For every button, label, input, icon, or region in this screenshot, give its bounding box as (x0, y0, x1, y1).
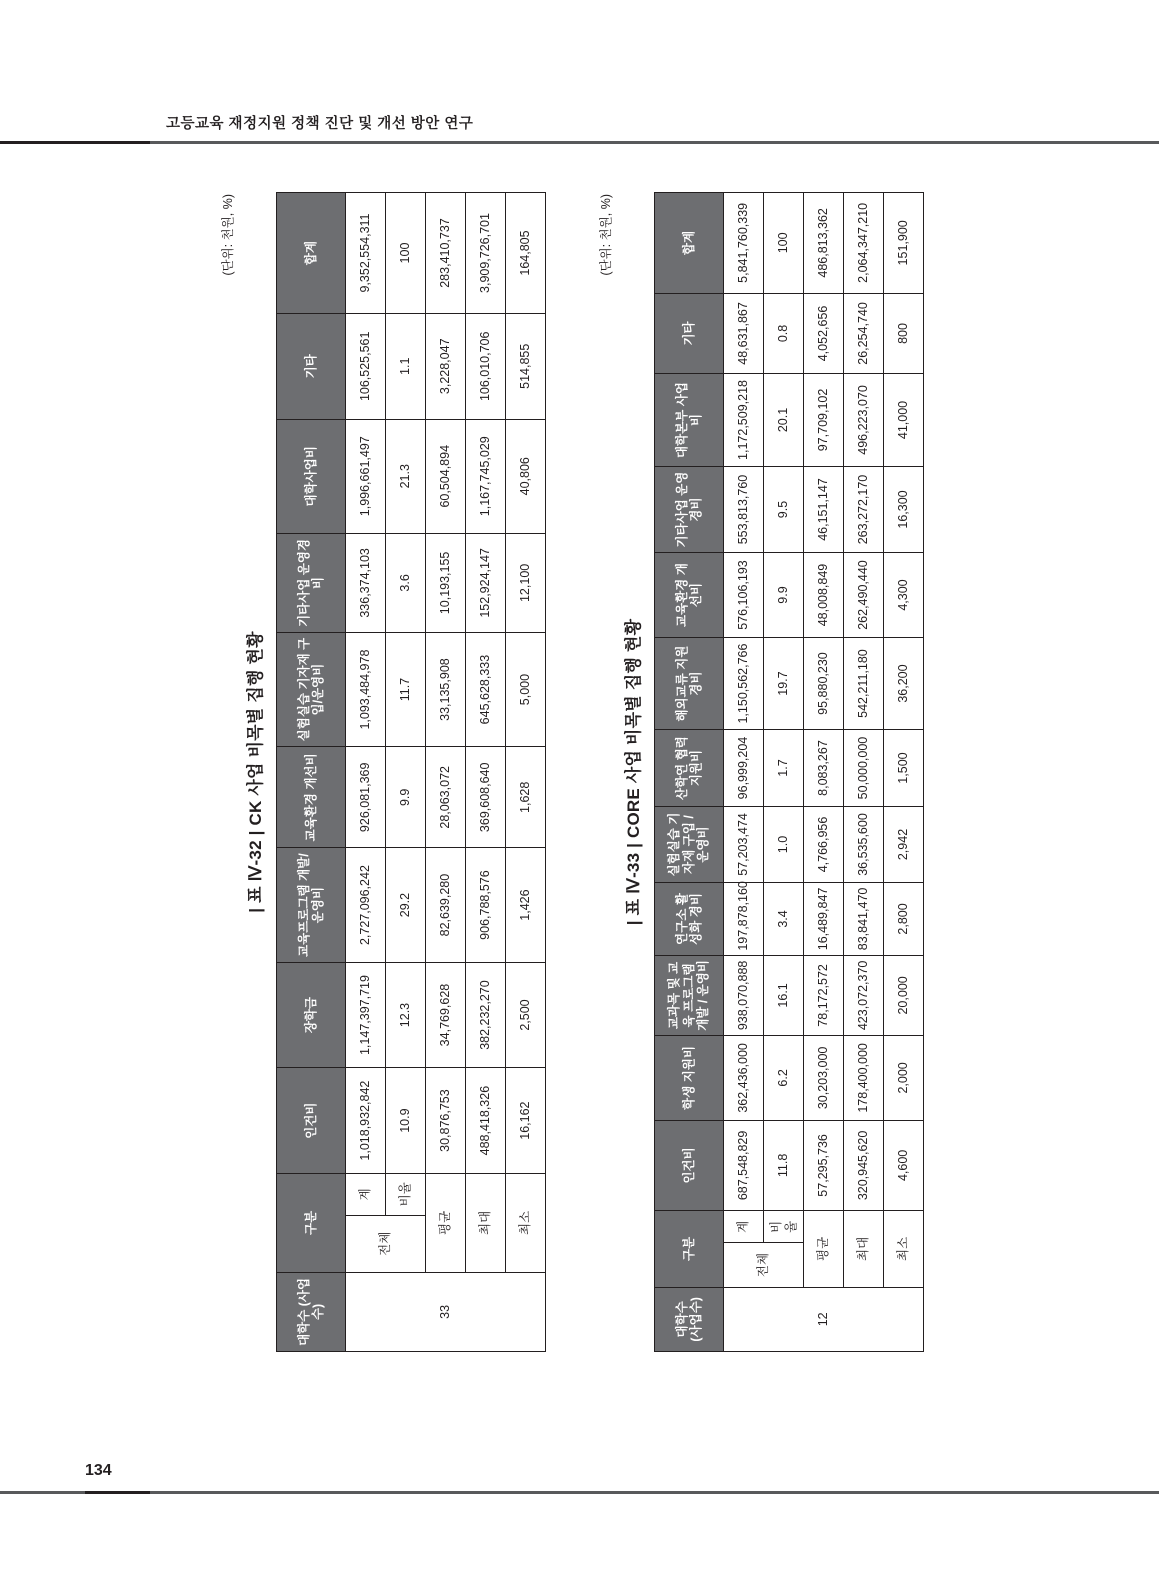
cell-value: 5,841,760,339 (724, 193, 764, 294)
th-univ-count: 대학수 (사업수) (277, 1272, 346, 1351)
cell-value: 100 (386, 193, 426, 314)
table-caption-ck: | 표 Ⅳ-32 | CK 사업 비목별 집행 현황 (246, 631, 265, 913)
cell-value: 41,000 (884, 374, 924, 467)
th-other-ops: 기타사업 운영경비 (277, 533, 346, 632)
cell-sub-sum: 계 (346, 1173, 386, 1215)
cell-value: 645,628,333 (466, 632, 506, 746)
cell-value: 21.3 (386, 419, 426, 533)
th-edu-env: 교육환경 개선비 (655, 553, 724, 638)
cell-value: 19.7 (764, 637, 804, 730)
cell-value: 3.4 (764, 883, 804, 955)
cell-value: 1,093,484,978 (346, 632, 386, 746)
cell-value: 0.8 (764, 293, 804, 373)
cell-group-total: 전체 (346, 1215, 426, 1272)
cell-value: 46,151,147 (804, 466, 844, 553)
cell-value: 382,232,270 (466, 962, 506, 1068)
cell-value: 16,300 (884, 466, 924, 553)
th-student-support: 학생 지원비 (655, 1036, 724, 1121)
table-row (386, 193, 426, 1352)
running-head-title: 고등교육 재정지원 정책 진단 및 개선 방안 연구 (166, 116, 474, 132)
cell-value: 2,942 (884, 806, 924, 882)
cell-value: 12.3 (386, 962, 426, 1068)
table-block-ck (218, 192, 533, 1352)
cell-value: 488,418,326 (466, 1068, 506, 1174)
cell-value: 514,855 (506, 314, 546, 420)
cell-value: 1,500 (884, 730, 924, 806)
th-industry-coop: 산학연 협력 지원비 (655, 730, 724, 806)
cell-value: 496,223,070 (844, 374, 884, 467)
cell-value: 687,548,829 (724, 1120, 764, 1211)
th-lab-equipment: 실험실습 기자재 구입 / 운영비 (655, 806, 724, 882)
unit-note-ck: (단위: 천원, %) (221, 194, 235, 276)
th-curriculum-dev: 교과목 및 교육 프로그램 개발 / 운영비 (655, 955, 724, 1035)
cell-value: 4,300 (884, 553, 924, 638)
unit-note-core: (단위: 천원, %) (599, 194, 613, 276)
cell-value: 30,876,753 (426, 1068, 466, 1174)
cell-value: 1,172,509,218 (724, 374, 764, 467)
cell-value: 9,352,554,311 (346, 193, 386, 314)
cell-value: 48,008,849 (804, 553, 844, 638)
cell-value: 16,162 (506, 1068, 546, 1174)
table-row (804, 193, 844, 1352)
th-scholarship: 장학금 (277, 962, 346, 1068)
cell-value: 4,052,656 (804, 293, 844, 373)
cell-value: 106,525,561 (346, 314, 386, 420)
th-lab-equipment: 실험실습 기자재 구입/운영비 (277, 632, 346, 746)
cell-value: 6.2 (764, 1036, 804, 1121)
cell-value: 262,490,440 (844, 553, 884, 638)
cell-value: 1,426 (506, 848, 546, 962)
header-rule (0, 141, 1159, 144)
cell-value: 800 (884, 293, 924, 373)
cell-value: 553,813,760 (724, 466, 764, 553)
table-row (844, 193, 884, 1352)
page-number: 134 (85, 1462, 112, 1479)
cell-value: 926,081,369 (346, 747, 386, 848)
cell-value: 1,150,562,766 (724, 637, 764, 730)
page-footer (0, 1457, 1159, 1497)
cell-value: 40,806 (506, 419, 546, 533)
th-univ-count: 대학수 (사업수) (655, 1287, 724, 1351)
cell-sub-ratio: 비율 (764, 1211, 804, 1243)
th-personnel: 인건비 (277, 1068, 346, 1174)
cell-value: 8,083,267 (804, 730, 844, 806)
cell-group-total: 전체 (724, 1243, 804, 1287)
cell-value: 369,608,640 (466, 747, 506, 848)
cell-value: 29.2 (386, 848, 426, 962)
th-univ-project: 대학사업비 (277, 419, 346, 533)
cell-value: 34,769,628 (426, 962, 466, 1068)
cell-value: 9.5 (764, 466, 804, 553)
th-edu-env: 교육환경 개선비 (277, 747, 346, 848)
th-hq-project: 대학본부 사업비 (655, 374, 724, 467)
cell-value: 11.7 (386, 632, 426, 746)
cell-value: 197,878,160 (724, 883, 764, 955)
cell-value: 283,410,737 (426, 193, 466, 314)
cell-value: 48,631,867 (724, 293, 764, 373)
cell-group-average: 평균 (426, 1173, 466, 1272)
cell-value: 16,489,847 (804, 883, 844, 955)
cell-value: 263,272,170 (844, 466, 884, 553)
cell-value: 57,203,474 (724, 806, 764, 882)
table-block-core (596, 192, 926, 1352)
cell-value: 60,504,894 (426, 419, 466, 533)
cell-value: 97,709,102 (804, 374, 844, 467)
cell-value: 4,766,956 (804, 806, 844, 882)
th-etc: 기타 (277, 314, 346, 420)
cell-value: 95,880,230 (804, 637, 844, 730)
th-total: 합계 (277, 193, 346, 314)
table-row (724, 193, 764, 1352)
cell-value: 20,000 (884, 955, 924, 1035)
cell-value: 362,436,000 (724, 1036, 764, 1121)
cell-value: 178,400,000 (844, 1036, 884, 1121)
th-division: 구분 (277, 1173, 346, 1272)
th-division: 구분 (655, 1211, 724, 1287)
cell-value: 906,788,576 (466, 848, 506, 962)
th-etc: 기타 (655, 293, 724, 373)
table-ck (276, 192, 546, 1352)
cell-value: 1.7 (764, 730, 804, 806)
table-row (426, 193, 466, 1352)
cell-group-min: 최소 (506, 1173, 546, 1272)
cell-value: 9.9 (764, 553, 804, 638)
cell-value: 152,924,147 (466, 533, 506, 632)
cell-value: 542,211,180 (844, 637, 884, 730)
page-header (0, 112, 1159, 146)
cell-group-max: 최대 (466, 1173, 506, 1272)
cell-value: 2,500 (506, 962, 546, 1068)
cell-group-average: 평균 (804, 1211, 844, 1287)
cell-value: 20.1 (764, 374, 804, 467)
cell-value: 1,018,932,842 (346, 1068, 386, 1174)
table-row (346, 193, 386, 1352)
cell-value: 1,147,397,719 (346, 962, 386, 1068)
th-overseas-exchange: 해외교류 지원 경비 (655, 637, 724, 730)
table-core (654, 192, 924, 1352)
cell-value: 576,106,193 (724, 553, 764, 638)
table-row (506, 193, 546, 1352)
cell-value: 3,228,047 (426, 314, 466, 420)
cell-value: 96,999,204 (724, 730, 764, 806)
cell-value: 5,000 (506, 632, 546, 746)
cell-value: 2,000 (884, 1036, 924, 1121)
cell-value: 320,945,620 (844, 1120, 884, 1211)
table-row (884, 193, 924, 1352)
th-other-ops: 기타사업 운영경비 (655, 466, 724, 553)
cell-value: 1,996,661,497 (346, 419, 386, 533)
table-header-row (655, 193, 724, 1352)
cell-value: 50,000,000 (844, 730, 884, 806)
cell-value: 9.9 (386, 747, 426, 848)
cell-univ-count: 33 (346, 1272, 546, 1351)
cell-value: 336,374,103 (346, 533, 386, 632)
cell-value: 10,193,155 (426, 533, 466, 632)
th-research-center: 연구소 활성화 경비 (655, 883, 724, 955)
th-total: 합계 (655, 193, 724, 294)
cell-value: 82,639,280 (426, 848, 466, 962)
cell-value: 1.1 (386, 314, 426, 420)
cell-value: 1,628 (506, 747, 546, 848)
th-program-dev: 교육프로그램 개발/운영비 (277, 848, 346, 962)
table-row (466, 193, 506, 1352)
cell-value: 486,813,362 (804, 193, 844, 294)
cell-value: 26,254,740 (844, 293, 884, 373)
footer-rule-accent (85, 1491, 150, 1494)
cell-value: 78,172,572 (804, 955, 844, 1035)
cell-value: 83,841,470 (844, 883, 884, 955)
cell-value: 36,200 (884, 637, 924, 730)
cell-group-min: 최소 (884, 1211, 924, 1287)
cell-value: 100 (764, 193, 804, 294)
cell-value: 1.0 (764, 806, 804, 882)
header-rule-accent (0, 141, 150, 144)
cell-group-max: 최대 (844, 1211, 884, 1287)
cell-value: 3,909,726,701 (466, 193, 506, 314)
cell-value: 57,295,736 (804, 1120, 844, 1211)
table-row (764, 193, 804, 1352)
cell-value: 10.9 (386, 1068, 426, 1174)
cell-value: 2,727,096,242 (346, 848, 386, 962)
th-personnel: 인건비 (655, 1120, 724, 1211)
footer-rule (0, 1491, 1159, 1494)
cell-value: 106,010,706 (466, 314, 506, 420)
cell-value: 36,535,600 (844, 806, 884, 882)
cell-value: 3.6 (386, 533, 426, 632)
cell-value: 16.1 (764, 955, 804, 1035)
cell-value: 423,072,370 (844, 955, 884, 1035)
cell-value: 938,070,888 (724, 955, 764, 1035)
cell-value: 11.8 (764, 1120, 804, 1211)
cell-univ-count: 12 (724, 1287, 924, 1351)
cell-value: 1,167,745,029 (466, 419, 506, 533)
cell-value: 2,800 (884, 883, 924, 955)
cell-value: 2,064,347,210 (844, 193, 884, 294)
cell-value: 12,100 (506, 533, 546, 632)
cell-value: 30,203,000 (804, 1036, 844, 1121)
cell-value: 164,805 (506, 193, 546, 314)
cell-sub-ratio: 비율 (386, 1173, 426, 1215)
cell-sub-sum: 계 (724, 1211, 764, 1243)
cell-value: 4,600 (884, 1120, 924, 1211)
cell-value: 33,135,908 (426, 632, 466, 746)
table-caption-core: | 표 Ⅳ-33 | CORE 사업 비목별 집행 현황 (624, 618, 643, 926)
cell-value: 151,900 (884, 193, 924, 294)
table-header-row (277, 193, 346, 1352)
cell-value: 28,063,072 (426, 747, 466, 848)
